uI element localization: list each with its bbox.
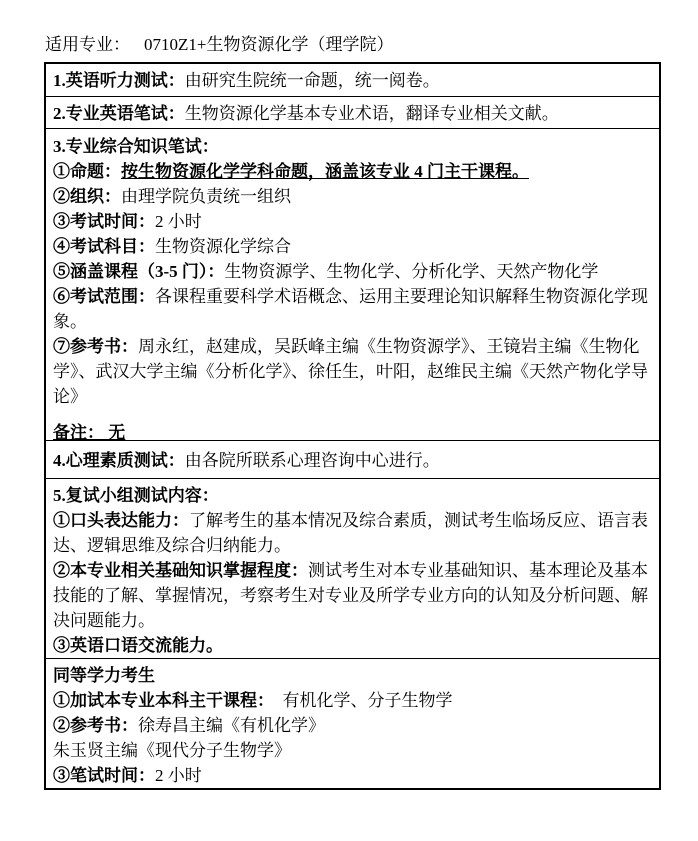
- item-exam-duration: ③考试时间：2 小时: [53, 212, 202, 231]
- table-row-reexamination-group-test-content: [46, 478, 659, 658]
- item-reference-books: ⑦参考书：周永红，赵建成，吴跃峰主编《生物资源学》、王镜岩主编《生物化学》、武汉大学主编《分析化学》、徐任生，叶阳，赵维民主编《天然产物化学导论》: [53, 337, 648, 406]
- row-label: 4.心理素质测试：: [53, 451, 185, 470]
- item-organization: ②组织：由理学院负责统一组织: [53, 187, 291, 206]
- row-heading: 同等学力考生: [53, 666, 155, 685]
- row-label: 1.英语听力测试：: [53, 71, 185, 90]
- item-written-test-duration: ③笔试时间：2 小时: [53, 766, 202, 785]
- exam-requirements-table: [44, 62, 661, 790]
- table-row-english-listening-test: [46, 64, 659, 96]
- row-text: 由各院所联系心理咨询中心进行。: [184, 451, 440, 470]
- item-proposition: ①命题：按生物资源化学学科命题，涵盖该专业 4 门主干课程。: [53, 162, 529, 181]
- applicable-major-line: [45, 30, 393, 55]
- item-exam-scope: ⑥考试范围：各课程重要科学术语概念、运用主要理论知识解释生物资源化学现象。: [53, 287, 648, 331]
- table-row-psychological-quality-test: [46, 440, 659, 478]
- table-row-comprehensive-knowledge-written-test: [46, 128, 659, 440]
- row-heading: 3.专业综合知识笔试：: [53, 137, 219, 156]
- item-exam-subject: ④考试科目：生物资源化学综合: [53, 237, 291, 256]
- underlined-proposition-text: 按生物资源化学学科命题，涵盖该专业 4 门主干课程。: [121, 162, 529, 181]
- row-heading: 5.复试小组测试内容：: [53, 486, 219, 505]
- remark-note: 备注： 无: [53, 423, 126, 440]
- row-text: 由研究生院统一命题，统一阅卷。: [184, 71, 440, 90]
- item-basic-knowledge-mastery: ②本专业相关基础知识掌握程度：测试考生对本专业基础知识、基本理论及基本技能的了解、掌握情况，考察考生对专业及所学专业方向的认知及分析问题、解决问题能力。: [53, 561, 648, 630]
- applicable-major-value: 0710Z1+生物资源化学（理学院）: [144, 35, 394, 54]
- item-additional-test-courses: ①加试本专业本科主干课程： 有机化学、分子生物学: [53, 691, 453, 710]
- item-covered-courses: ⑤涵盖课程（3-5 门）：生物资源学、生物化学、分析化学、天然产物化学: [53, 262, 599, 281]
- item-english-oral-communication: ③英语口语交流能力。: [53, 636, 223, 655]
- table-row-professional-english-written-test: [46, 96, 659, 128]
- applicable-major-label: 适用专业：: [45, 35, 130, 54]
- item-oral-expression: ①口头表达能力：了解考生的基本情况及综合素质，测试考生临场反应、语言表达、逻辑思维及综合归纳能力。: [53, 511, 648, 555]
- table-row-equivalent-education-candidates: [46, 658, 659, 788]
- reference-book-second: 朱玉贤主编《现代分子生物学》: [53, 741, 291, 760]
- row-text: 生物资源化学基本专业术语，翻译专业相关文献。: [184, 104, 559, 123]
- row-label: 2.专业英语笔试：: [53, 104, 185, 123]
- item-reference-books: ②参考书：徐寿昌主编《有机化学》: [53, 716, 325, 735]
